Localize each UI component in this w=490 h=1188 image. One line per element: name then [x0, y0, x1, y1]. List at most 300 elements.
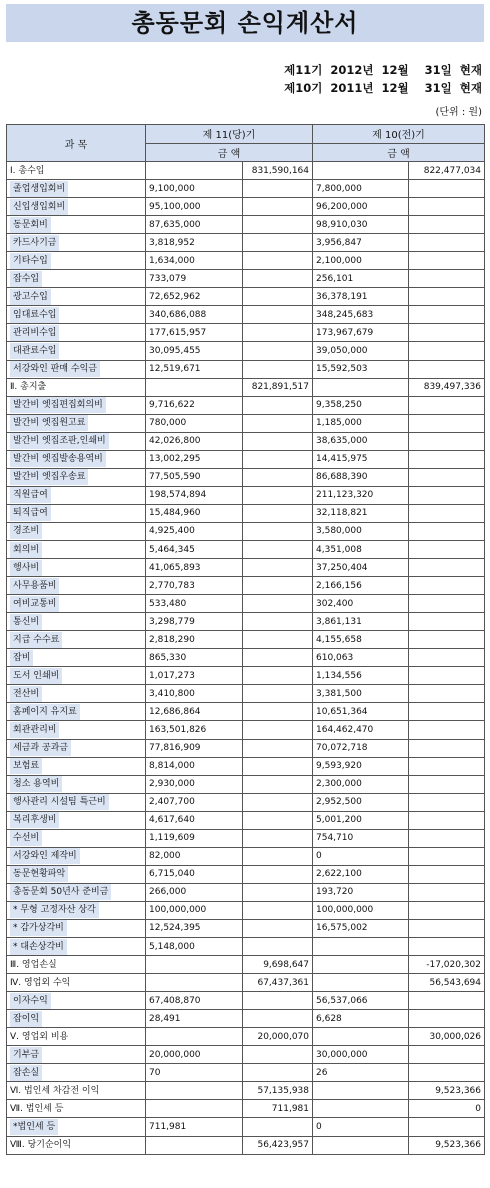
prior-detail-amount: 610,063 — [313, 649, 409, 667]
current-total-amount — [243, 396, 313, 414]
table-row — [7, 1082, 485, 1100]
current-total-amount — [243, 992, 313, 1010]
prior-total-amount — [409, 432, 485, 450]
prior-detail-amount: 36,378,191 — [313, 288, 409, 306]
table-row — [7, 649, 485, 667]
prior-detail-amount: 193,720 — [313, 883, 409, 901]
current-detail-amount: 177,615,957 — [146, 324, 243, 342]
current-total-amount — [243, 721, 313, 739]
prior-total-amount — [409, 631, 485, 649]
prior-total-amount — [409, 216, 485, 234]
prior-detail-amount: 0 — [313, 1118, 409, 1136]
prior-total-amount — [409, 865, 485, 883]
table-row — [7, 847, 485, 865]
current-total-amount — [243, 540, 313, 558]
table-row — [7, 1064, 485, 1082]
income-statement-table — [6, 124, 485, 1155]
header-prior-amount: 금 액 — [313, 143, 485, 162]
prior-total-amount — [409, 522, 485, 540]
prior-total-amount — [409, 721, 485, 739]
prior-detail-amount: 5,001,200 — [313, 811, 409, 829]
current-detail-amount: 6,715,040 — [146, 865, 243, 883]
row-label-text: 대관료수입 — [10, 343, 59, 359]
title-bar — [6, 4, 484, 42]
prior-detail-amount: 38,635,000 — [313, 432, 409, 450]
prior-detail-amount: 70,072,718 — [313, 739, 409, 757]
prior-total-amount — [409, 360, 485, 378]
row-label-text: 세금과 공과금 — [10, 740, 71, 756]
unit-label: (단위 : 원) — [435, 107, 482, 118]
table-row — [7, 324, 485, 342]
prior-total-amount — [409, 992, 485, 1010]
current-detail-amount: 1,634,000 — [146, 252, 243, 270]
row-label-text: 행사관리 시설팀 특근비 — [10, 794, 109, 810]
current-total-amount — [243, 559, 313, 577]
table-row — [7, 1100, 485, 1118]
row-label — [7, 577, 146, 595]
prior-detail-amount: 14,415,975 — [313, 450, 409, 468]
row-label — [7, 180, 146, 198]
current-total-amount: 711,981 — [243, 1100, 313, 1118]
row-label — [7, 1064, 146, 1082]
current-total-amount — [243, 757, 313, 775]
row-label — [7, 595, 146, 613]
table-row — [7, 883, 485, 901]
table-row — [7, 468, 485, 486]
current-detail-amount: 72,652,962 — [146, 288, 243, 306]
current-detail-amount: 4,925,400 — [146, 522, 243, 540]
current-detail-amount — [146, 1136, 243, 1154]
current-total-amount — [243, 901, 313, 919]
prior-detail-amount: 302,400 — [313, 595, 409, 613]
current-detail-amount: 3,410,800 — [146, 685, 243, 703]
prior-detail-amount — [313, 1100, 409, 1118]
prior-detail-amount — [313, 1082, 409, 1100]
prior-detail-amount: 30,000,000 — [313, 1046, 409, 1064]
header-current-period: 제 11(당)기 — [146, 125, 313, 144]
row-label-text: * 대손상각비 — [10, 939, 67, 955]
row-label: Ⅶ. 법인세 등 — [7, 1100, 146, 1118]
row-label — [7, 901, 146, 919]
prior-detail-amount: 2,166,156 — [313, 577, 409, 595]
current-total-amount — [243, 811, 313, 829]
prior-detail-amount — [313, 956, 409, 974]
prior-total-amount — [409, 577, 485, 595]
current-detail-amount: 77,505,590 — [146, 468, 243, 486]
prior-detail-amount: 164,462,470 — [313, 721, 409, 739]
row-label: Ⅲ. 영업손실 — [7, 956, 146, 974]
row-label — [7, 811, 146, 829]
prior-total-amount — [409, 306, 485, 324]
prior-total-amount — [409, 757, 485, 775]
prior-detail-amount: 2,622,100 — [313, 865, 409, 883]
table-row — [7, 865, 485, 883]
prior-total-amount — [409, 938, 485, 956]
current-detail-amount: 77,816,909 — [146, 739, 243, 757]
table-row — [7, 577, 485, 595]
prior-total-amount — [409, 414, 485, 432]
current-detail-amount: 163,501,826 — [146, 721, 243, 739]
table-row — [7, 162, 485, 180]
prior-detail-amount: 56,537,066 — [313, 992, 409, 1010]
prior-total-amount — [409, 468, 485, 486]
row-label — [7, 1118, 146, 1136]
table-row — [7, 829, 485, 847]
row-label — [7, 522, 146, 540]
current-detail-amount: 9,716,622 — [146, 396, 243, 414]
row-label-text: 졸업생입회비 — [10, 181, 68, 197]
table-row — [7, 486, 485, 504]
current-detail-amount — [146, 162, 243, 180]
prior-detail-amount: 2,100,000 — [313, 252, 409, 270]
prior-detail-amount: 0 — [313, 847, 409, 865]
prior-detail-amount: 39,050,000 — [313, 342, 409, 360]
row-label: Ⅰ. 총수입 — [7, 162, 146, 180]
current-detail-amount: 266,000 — [146, 883, 243, 901]
prior-total-amount: -17,020,302 — [409, 956, 485, 974]
current-total-amount — [243, 414, 313, 432]
table-row — [7, 216, 485, 234]
current-total-amount — [243, 793, 313, 811]
prior-total-amount: 9,523,366 — [409, 1136, 485, 1154]
current-total-amount — [243, 198, 313, 216]
prior-detail-amount: 173,967,679 — [313, 324, 409, 342]
row-label-text: 도서 인쇄비 — [10, 668, 62, 684]
current-detail-amount: 3,818,952 — [146, 234, 243, 252]
current-detail-amount: 15,484,960 — [146, 504, 243, 522]
prior-detail-amount — [313, 378, 409, 396]
current-detail-amount: 12,524,395 — [146, 919, 243, 937]
row-label-text: 카드사기금 — [10, 235, 59, 251]
current-total-amount — [243, 649, 313, 667]
row-label — [7, 432, 146, 450]
current-detail-amount: 42,026,800 — [146, 432, 243, 450]
row-label-text: 발간비 엣집원고료 — [10, 415, 88, 431]
current-detail-amount — [146, 1100, 243, 1118]
prior-detail-amount — [313, 1028, 409, 1046]
prior-total-amount — [409, 270, 485, 288]
table-row — [7, 721, 485, 739]
row-label-text: 총동문회 50년사 준비금 — [10, 884, 111, 900]
prior-total-amount — [409, 540, 485, 558]
row-label-text: 행사비 — [10, 560, 42, 576]
prior-total-amount — [409, 793, 485, 811]
table-row — [7, 613, 485, 631]
period-current: 제11기 2012년 12월 31일 현재 — [284, 63, 482, 77]
table-row — [7, 522, 485, 540]
prior-total-amount — [409, 649, 485, 667]
row-label — [7, 883, 146, 901]
prior-total-amount — [409, 198, 485, 216]
row-label-text: 기타수입 — [10, 253, 51, 269]
prior-detail-amount: 2,300,000 — [313, 775, 409, 793]
row-label-text: 전산비 — [10, 686, 42, 702]
prior-detail-amount: 9,358,250 — [313, 396, 409, 414]
current-total-amount — [243, 306, 313, 324]
table-row — [7, 378, 485, 396]
current-detail-amount: 8,814,000 — [146, 757, 243, 775]
prior-total-amount: 839,497,336 — [409, 378, 485, 396]
table-row — [7, 901, 485, 919]
prior-total-amount — [409, 901, 485, 919]
table-row — [7, 631, 485, 649]
row-label: Ⅱ. 총지출 — [7, 378, 146, 396]
prior-total-amount — [409, 775, 485, 793]
current-detail-amount: 5,464,345 — [146, 540, 243, 558]
table-row — [7, 775, 485, 793]
prior-detail-amount: 37,250,404 — [313, 559, 409, 577]
current-detail-amount: 1,017,273 — [146, 667, 243, 685]
row-label-text: 발간비 엣집우송료 — [10, 469, 88, 485]
current-total-amount — [243, 703, 313, 721]
prior-detail-amount — [313, 1136, 409, 1154]
row-label-text: 기부금 — [10, 1047, 42, 1063]
current-total-amount: 56,423,957 — [243, 1136, 313, 1154]
prior-detail-amount: 6,628 — [313, 1010, 409, 1028]
current-total-amount: 821,891,517 — [243, 378, 313, 396]
current-detail-amount — [146, 956, 243, 974]
table-row — [7, 1046, 485, 1064]
current-total-amount — [243, 883, 313, 901]
table-row — [7, 757, 485, 775]
prior-total-amount: 9,523,366 — [409, 1082, 485, 1100]
row-label — [7, 721, 146, 739]
prior-total-amount — [409, 324, 485, 342]
current-detail-amount: 2,930,000 — [146, 775, 243, 793]
current-detail-amount — [146, 378, 243, 396]
current-detail-amount: 2,818,290 — [146, 631, 243, 649]
prior-total-amount — [409, 1010, 485, 1028]
row-label — [7, 1010, 146, 1028]
prior-total-amount — [409, 613, 485, 631]
current-total-amount — [243, 522, 313, 540]
prior-detail-amount: 10,651,364 — [313, 703, 409, 721]
row-label-text: 발간비 엣집조판,인쇄비 — [10, 433, 109, 449]
prior-total-amount — [409, 396, 485, 414]
row-label — [7, 324, 146, 342]
current-detail-amount: 87,635,000 — [146, 216, 243, 234]
prior-total-amount — [409, 847, 485, 865]
current-detail-amount: 30,095,455 — [146, 342, 243, 360]
row-label-text: 지급 수수료 — [10, 632, 62, 648]
row-label — [7, 414, 146, 432]
prior-total-amount — [409, 703, 485, 721]
table-row — [7, 703, 485, 721]
current-total-amount — [243, 577, 313, 595]
current-detail-amount: 9,100,000 — [146, 180, 243, 198]
current-detail-amount: 28,491 — [146, 1010, 243, 1028]
row-label-text: 직원급여 — [10, 487, 51, 503]
prior-detail-amount: 100,000,000 — [313, 901, 409, 919]
current-total-amount — [243, 270, 313, 288]
current-total-amount — [243, 1046, 313, 1064]
row-label — [7, 649, 146, 667]
current-detail-amount: 733,079 — [146, 270, 243, 288]
table-row — [7, 919, 485, 937]
current-detail-amount: 198,574,894 — [146, 486, 243, 504]
prior-detail-amount: 3,956,847 — [313, 234, 409, 252]
prior-total-amount — [409, 685, 485, 703]
table-row — [7, 198, 485, 216]
prior-detail-amount: 4,351,008 — [313, 540, 409, 558]
table-row — [7, 360, 485, 378]
current-detail-amount: 4,617,640 — [146, 811, 243, 829]
current-total-amount — [243, 252, 313, 270]
row-label — [7, 216, 146, 234]
prior-total-amount — [409, 288, 485, 306]
current-detail-amount: 5,148,000 — [146, 938, 243, 956]
prior-detail-amount: 1,185,000 — [313, 414, 409, 432]
prior-total-amount — [409, 1118, 485, 1136]
row-label — [7, 757, 146, 775]
prior-detail-amount — [313, 938, 409, 956]
row-label-text: 복리후생비 — [10, 812, 59, 828]
row-label — [7, 288, 146, 306]
table-row — [7, 540, 485, 558]
prior-detail-amount: 3,381,500 — [313, 685, 409, 703]
current-total-amount — [243, 450, 313, 468]
row-label: Ⅴ. 영업외 비용 — [7, 1028, 146, 1046]
table-row — [7, 1118, 485, 1136]
header-prior-period: 제 10(전)기 — [313, 125, 485, 144]
row-label — [7, 739, 146, 757]
prior-total-amount — [409, 739, 485, 757]
table-row — [7, 234, 485, 252]
row-label — [7, 847, 146, 865]
current-detail-amount: 70 — [146, 1064, 243, 1082]
row-label-text: 임대료수입 — [10, 307, 59, 323]
table-row — [7, 595, 485, 613]
table-row — [7, 342, 485, 360]
prior-total-amount — [409, 1046, 485, 1064]
table-row — [7, 396, 485, 414]
prior-total-amount — [409, 252, 485, 270]
table-row — [7, 414, 485, 432]
current-total-amount — [243, 468, 313, 486]
row-label — [7, 775, 146, 793]
current-total-amount — [243, 180, 313, 198]
prior-total-amount — [409, 342, 485, 360]
prior-detail-amount: 16,575,002 — [313, 919, 409, 937]
table-row — [7, 504, 485, 522]
row-label-text: 동문회비 — [10, 217, 51, 233]
prior-detail-amount: 86,688,390 — [313, 468, 409, 486]
current-total-amount: 57,135,938 — [243, 1082, 313, 1100]
current-total-amount — [243, 504, 313, 522]
prior-total-amount: 822,477,034 — [409, 162, 485, 180]
prior-detail-amount: 26 — [313, 1064, 409, 1082]
row-label-text: 이자수익 — [10, 993, 51, 1009]
current-detail-amount: 13,002,295 — [146, 450, 243, 468]
current-total-amount — [243, 865, 313, 883]
row-label-text: 홈페이지 유지료 — [10, 704, 80, 720]
current-detail-amount: 95,100,000 — [146, 198, 243, 216]
prior-detail-amount: 98,910,030 — [313, 216, 409, 234]
row-label-text: 발간비 엣집발송용역비 — [10, 451, 106, 467]
row-label-text: 잡이익 — [10, 1011, 42, 1027]
row-label — [7, 234, 146, 252]
current-total-amount — [243, 324, 313, 342]
prior-detail-amount: 348,245,683 — [313, 306, 409, 324]
row-label — [7, 360, 146, 378]
current-total-amount — [243, 631, 313, 649]
row-label — [7, 468, 146, 486]
row-label — [7, 793, 146, 811]
current-total-amount — [243, 234, 313, 252]
table-row — [7, 793, 485, 811]
current-total-amount — [243, 667, 313, 685]
table-row — [7, 992, 485, 1010]
current-total-amount — [243, 1118, 313, 1136]
row-label — [7, 504, 146, 522]
current-total-amount — [243, 595, 313, 613]
prior-total-amount: 30,000,026 — [409, 1028, 485, 1046]
current-detail-amount: 3,298,779 — [146, 613, 243, 631]
current-total-amount: 20,000,070 — [243, 1028, 313, 1046]
current-total-amount — [243, 919, 313, 937]
row-label-text: 동문현황파악 — [10, 866, 68, 882]
current-total-amount — [243, 1064, 313, 1082]
current-detail-amount: 340,686,088 — [146, 306, 243, 324]
current-detail-amount: 100,000,000 — [146, 901, 243, 919]
prior-total-amount: 56,543,694 — [409, 974, 485, 992]
current-total-amount: 9,698,647 — [243, 956, 313, 974]
current-detail-amount: 12,686,864 — [146, 703, 243, 721]
row-label-text: *법인세 등 — [10, 1119, 58, 1135]
row-label — [7, 342, 146, 360]
current-total-amount — [243, 829, 313, 847]
table-row — [7, 270, 485, 288]
row-label: Ⅵ. 법인세 차감전 이익 — [7, 1082, 146, 1100]
current-detail-amount: 865,330 — [146, 649, 243, 667]
page-title: 총동문회 손익계산서 — [131, 9, 359, 37]
current-total-amount — [243, 938, 313, 956]
current-detail-amount: 711,981 — [146, 1118, 243, 1136]
row-label-text: 청소 용역비 — [10, 776, 62, 792]
row-label-text: 수선비 — [10, 830, 42, 846]
current-total-amount — [243, 685, 313, 703]
table-row — [7, 306, 485, 324]
table-row — [7, 559, 485, 577]
table-row — [7, 685, 485, 703]
prior-detail-amount: 1,134,556 — [313, 667, 409, 685]
prior-total-amount — [409, 1064, 485, 1082]
prior-total-amount — [409, 504, 485, 522]
row-label — [7, 938, 146, 956]
prior-total-amount — [409, 559, 485, 577]
row-label-text: 통신비 — [10, 614, 42, 630]
prior-detail-amount — [313, 162, 409, 180]
current-total-amount — [243, 342, 313, 360]
current-detail-amount: 20,000,000 — [146, 1046, 243, 1064]
row-label-text: 잡수입 — [10, 271, 42, 287]
header-current-amount: 금 액 — [146, 143, 313, 162]
row-label-text: 사무용품비 — [10, 578, 59, 594]
prior-total-amount — [409, 919, 485, 937]
prior-total-amount — [409, 595, 485, 613]
row-label — [7, 992, 146, 1010]
row-label — [7, 613, 146, 631]
row-label — [7, 486, 146, 504]
row-label-text: 회의비 — [10, 542, 42, 558]
current-detail-amount: 41,065,893 — [146, 559, 243, 577]
row-label — [7, 450, 146, 468]
prior-detail-amount: 754,710 — [313, 829, 409, 847]
row-label — [7, 1046, 146, 1064]
prior-total-amount — [409, 667, 485, 685]
current-detail-amount: 533,480 — [146, 595, 243, 613]
row-label-text: 보험료 — [10, 758, 42, 774]
